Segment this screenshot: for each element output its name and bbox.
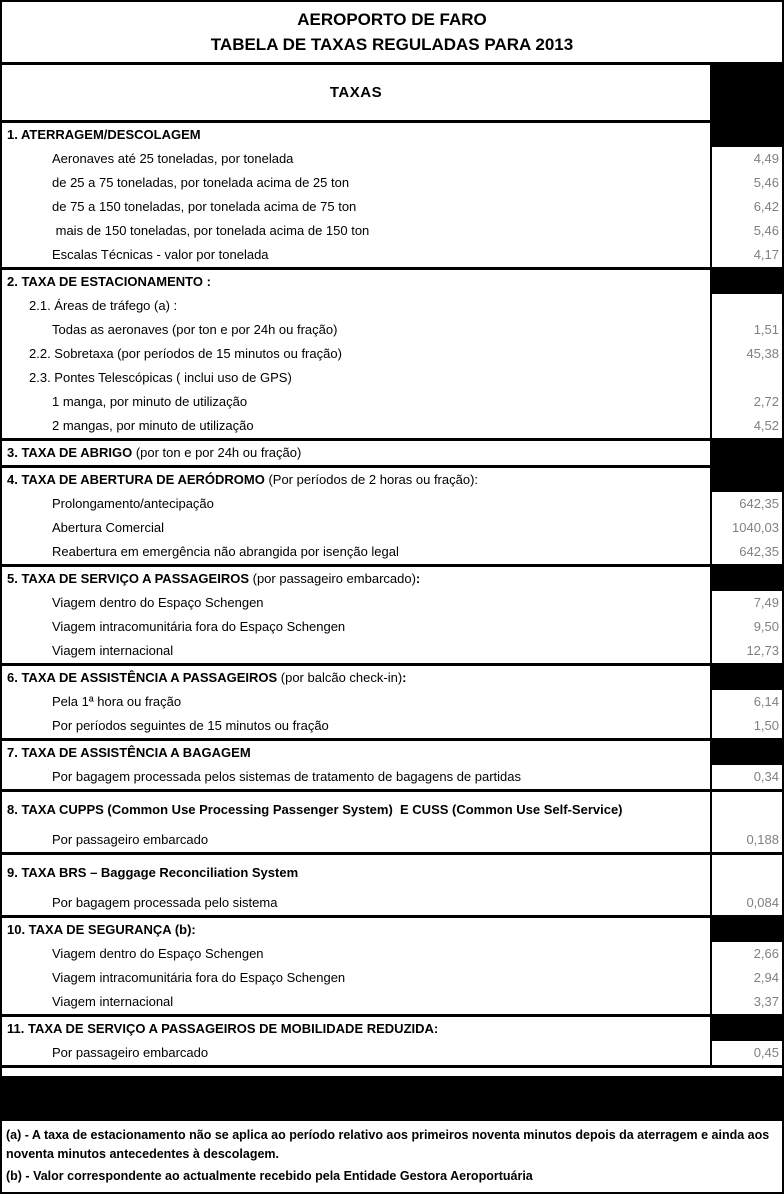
fee-row (2, 147, 782, 171)
section-title-normal: (Por períodos de 2 horas ou fração): (264, 472, 479, 487)
section-header-row (2, 123, 782, 147)
section-header-row (2, 270, 782, 294)
section-title-bold: 4. TAXA DE ABERTURA DE AERÓDROMO (7, 472, 265, 487)
section-title-bold: 10. TAXA DE SEGURANÇA (b): (7, 922, 196, 937)
title-line-1: AEROPORTO DE FARO (297, 10, 487, 29)
section-header-row (2, 918, 782, 942)
section-title-suffix: : (415, 571, 421, 586)
fee-row (2, 414, 782, 438)
fee-value: 5,46 (710, 171, 782, 195)
fee-label: Viagem dentro do Espaço Schengen (52, 946, 264, 961)
fee-value: 1,50 (710, 714, 782, 738)
section-header-value-cell (710, 441, 782, 465)
section-header-row (2, 567, 782, 591)
fee-label: Todas as aeronaves (por ton e por 24h ou fração) (52, 322, 338, 337)
section-title (2, 918, 710, 942)
fee-value: 4,49 (710, 147, 782, 171)
fee-label: de 75 a 150 toneladas, por tonelada acima de 75 ton (52, 199, 357, 214)
black-separator-band (2, 1076, 782, 1121)
section-title-normal: (por balcão check-in) (277, 670, 403, 685)
section-title (2, 741, 710, 765)
fee-label: Por bagagem processada pelo sistema (52, 895, 278, 910)
fee-label: Viagem internacional (52, 643, 174, 658)
section-header-value-cell (710, 567, 782, 591)
section-header-value-cell (710, 123, 782, 147)
fee-value: 5,46 (710, 219, 782, 243)
footnotes (2, 1121, 782, 1192)
section-title-bold: 3. TAXA DE ABRIGO (7, 445, 133, 460)
section-header-row (2, 741, 782, 765)
fee-label: 2.1. Áreas de tráfego (a) : (29, 298, 178, 313)
fee-label: Pela 1ª hora ou fração (52, 694, 182, 709)
fee-value: 7,49 (710, 591, 782, 615)
fee-row (2, 714, 782, 738)
fee-value: 642,35 (710, 540, 782, 564)
fee-row (2, 516, 782, 540)
section-header-row (2, 666, 782, 690)
fee-row (2, 366, 782, 390)
fee-row (2, 342, 782, 366)
section-header-value-cell (710, 270, 782, 294)
section-title (2, 792, 710, 828)
fee-label: Escalas Técnicas - valor por tonelada (52, 247, 269, 262)
section-title-bold: 5. TAXA DE SERVIÇO A PASSAGEIROS (7, 571, 249, 586)
fee-label: 2 mangas, por minuto de utilização (52, 418, 254, 433)
fee-value: 1040,03 (710, 516, 782, 540)
fee-row (2, 891, 782, 915)
fee-value: 3,37 (710, 990, 782, 1014)
section-header-value-cell (710, 741, 782, 765)
fee-value (710, 294, 782, 318)
fee-row (2, 318, 782, 342)
fee-row (2, 390, 782, 414)
fee-value: 9,50 (710, 615, 782, 639)
fee-row (2, 942, 782, 966)
section-header-row (2, 468, 782, 492)
fee-row (2, 492, 782, 516)
fee-label: Por bagagem processada pelos sistemas de tratamento de bagagens de partidas (52, 769, 522, 784)
fee-label: Por períodos seguintes de 15 minutos ou fração (52, 718, 329, 733)
fee-value: 6,42 (710, 195, 782, 219)
section-header-value-cell (710, 468, 782, 492)
spacer-row (2, 1068, 782, 1076)
section-header-value-cell (710, 1017, 782, 1041)
fee-label: Viagem intracomunitária fora do Espaço Schengen (52, 619, 346, 634)
fee-row (2, 591, 782, 615)
section-title-bold: 9. TAXA BRS – Baggage Reconciliation System (7, 865, 299, 880)
fee-value: 12,73 (710, 639, 782, 663)
section-title-bold: 1. ATERRAGEM/DESCOLAGEM (7, 127, 201, 142)
section-title (2, 270, 710, 294)
section-title-bold: 7. TAXA DE ASSISTÊNCIA A BAGAGEM (7, 745, 251, 760)
fee-row (2, 765, 782, 789)
fee-row (2, 294, 782, 318)
page-title (2, 2, 782, 65)
section-title (2, 666, 710, 690)
section-header-value-cell (710, 855, 782, 891)
section-aterragem-descolagem (2, 123, 782, 270)
section-title-bold: 6. TAXA DE ASSISTÊNCIA A PASSAGEIROS (7, 670, 278, 685)
fee-label: 2.3. Pontes Telescópicas ( inclui uso de GPS) (29, 370, 292, 385)
section-title-bold: 8. TAXA CUPPS (Common Use Processing Passenger System) E CUSS (Common Use Self-Service) (7, 802, 623, 817)
section-assistencia-passageiros (2, 666, 782, 741)
fee-label: Prolongamento/antecipação (52, 496, 214, 511)
fee-label: Viagem dentro do Espaço Schengen (52, 595, 264, 610)
section-title (2, 567, 710, 591)
fee-row (2, 1041, 782, 1065)
fee-row (2, 990, 782, 1014)
fee-label: mais de 150 toneladas, por tonelada acima de 150 ton (52, 223, 370, 238)
fee-value: 1,51 (710, 318, 782, 342)
section-title (2, 441, 710, 465)
fee-label: de 25 a 75 toneladas, por tonelada acima de 25 ton (52, 175, 350, 190)
table-header-row (2, 65, 782, 123)
fee-row (2, 171, 782, 195)
fee-row (2, 243, 782, 267)
fee-row (2, 639, 782, 663)
footnote-b: (b) - Valor correspondente ao actualmente recebido pela Entidade Gestora Aeroportuária (6, 1169, 533, 1183)
section-title (2, 855, 710, 891)
section-title (2, 468, 710, 492)
fee-value: 0,188 (710, 828, 782, 852)
fee-row (2, 195, 782, 219)
fee-label: Por passageiro embarcado (52, 1045, 209, 1060)
fee-label: Aeronaves até 25 toneladas, por tonelada (52, 151, 294, 166)
section-title-normal: (por passageiro embarcado) (249, 571, 416, 586)
fee-value: 45,38 (710, 342, 782, 366)
fee-value (710, 366, 782, 390)
fee-value: 2,66 (710, 942, 782, 966)
section-title-normal: (por ton e por 24h ou fração) (132, 445, 302, 460)
section-assistencia-bagagem (2, 741, 782, 792)
fee-row (2, 966, 782, 990)
fee-value: 4,17 (710, 243, 782, 267)
fee-label: Abertura Comercial (52, 520, 164, 535)
section-header-row (2, 441, 782, 465)
section-mobilidade-reduzida (2, 1017, 782, 1068)
section-header-value-cell (710, 918, 782, 942)
fee-value: 0,45 (710, 1041, 782, 1065)
section-servico-passageiros (2, 567, 782, 666)
fee-label: Viagem internacional (52, 994, 174, 1009)
section-title-suffix: : (402, 670, 407, 685)
section-header-row (2, 792, 782, 828)
footnote-a: (a) - A taxa de estacionamento não se aplica ao período relativo aos primeiros noventa minutos depois da aterragem e ainda aos noventa minutos antecedentes à descolagem. (6, 1128, 770, 1161)
section-abrigo (2, 441, 782, 468)
section-title (2, 1017, 710, 1041)
section-title (2, 123, 710, 147)
section-header-row (2, 1017, 782, 1041)
section-header-value-cell (710, 666, 782, 690)
section-header-value-cell (710, 792, 782, 828)
column-header-value-cell (710, 65, 782, 120)
section-estacionamento (2, 270, 782, 441)
fee-row (2, 540, 782, 564)
section-header-row (2, 855, 782, 891)
fee-row (2, 690, 782, 714)
section-brs (2, 855, 782, 918)
fee-label: Por passageiro embarcado (52, 832, 209, 847)
fee-label: Viagem intracomunitária fora do Espaço Schengen (52, 970, 346, 985)
fee-value: 2,72 (710, 390, 782, 414)
fee-row (2, 615, 782, 639)
fee-value: 2,94 (710, 966, 782, 990)
column-header-taxas: TAXAS (329, 84, 383, 101)
fee-value: 6,14 (710, 690, 782, 714)
fee-value: 4,52 (710, 414, 782, 438)
title-line-2: TABELA DE TAXAS REGULADAS PARA 2013 (210, 35, 574, 54)
section-abertura-aerodromo (2, 468, 782, 567)
section-title-bold: 2. TAXA DE ESTACIONAMENTO : (7, 274, 211, 289)
fee-label: 2.2. Sobretaxa (por períodos de 15 minutos ou fração) (29, 346, 342, 361)
fee-label: Reabertura em emergência não abrangida por isenção legal (52, 544, 399, 559)
fee-row (2, 219, 782, 243)
fee-value: 642,35 (710, 492, 782, 516)
section-seguranca (2, 918, 782, 1017)
fee-value: 0,34 (710, 765, 782, 789)
fee-value: 0,084 (710, 891, 782, 915)
section-cupps-cuss (2, 792, 782, 855)
section-title-bold: 11. TAXA DE SERVIÇO A PASSAGEIROS DE MOBILIDADE REDUZIDA: (7, 1021, 439, 1036)
fee-label: 1 manga, por minuto de utilização (52, 394, 248, 409)
fee-row (2, 828, 782, 852)
